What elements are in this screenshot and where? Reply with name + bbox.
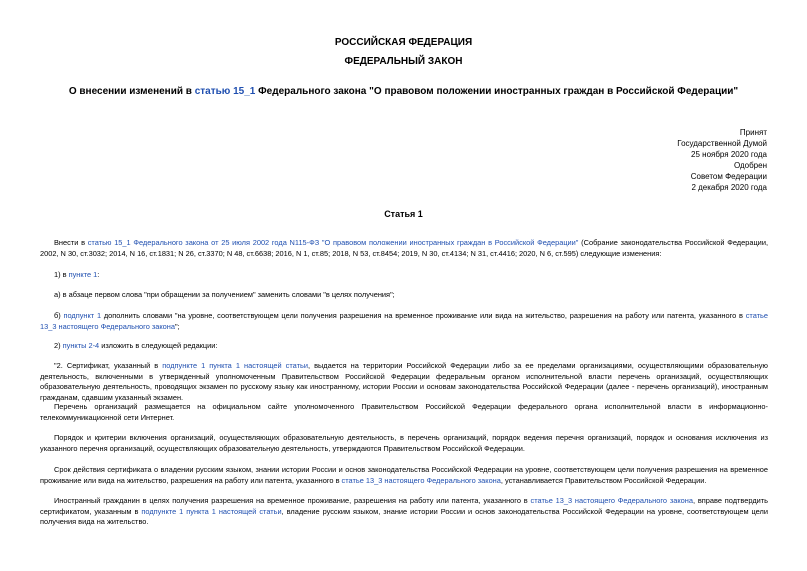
text: б) bbox=[54, 311, 64, 320]
law-title-link[interactable]: статью 15_1 bbox=[194, 86, 256, 97]
paragraph: а) в абзаце первом слова "при обращении за получением" заменить словами "в целях получения"; bbox=[54, 290, 395, 299]
text: , выдается на территории Российской Федерации либо за ее пределами организациями, осуществляющими образовательную деятельность, включенными в утвержденный уполномоченным Правительством Российской Федерации федеральным органом исполнительной власти перечень организаций, осуществляющих образовательную деятельность, проводящих экзамен по русскому языку как иностранному, истории России и основам законодательства Российской Федерации (далее - перечень организаций), иностранным гражданам, сдавшим указанный экзамен. bbox=[40, 361, 768, 402]
subpoint-link[interactable]: подпункт 1 bbox=[63, 311, 102, 320]
acceptance-line: 2 декабря 2020 года bbox=[691, 183, 767, 192]
article-title: Статья 1 bbox=[384, 209, 423, 219]
paragraph bbox=[40, 361, 768, 403]
paragraph bbox=[40, 341, 768, 352]
text: , вправе подтвердить сертификатом, указанным в bbox=[40, 496, 768, 516]
article-link[interactable]: статье 13_3 настоящего Федерального закона bbox=[40, 311, 769, 331]
text: (Собрание законодательства Российской Федерации, 2002, N 30, ст.3032; 2014, N 16, ст.1831; N 26, ст.3370; N 48, ст.6638; 2016, N 1, ст.85; 2018, N 53, ст.8454; 2019, N 30, ст.4134; N 31, ст.4416; 2020, N 6, ст.595) следующие изменения: bbox=[40, 238, 768, 258]
paragraph bbox=[40, 311, 768, 332]
text: Иностранный гражданин в целях получения разрешения на временное проживание, разрешения на работу или патента, указанного в bbox=[54, 496, 531, 505]
text: Срок действия сертификата о владении русским языком, знании истории России и основ законодательства Российской Федерации на уровне, соответствующем цели получения разрешения на временное проживание или вида на жительство, разрешения на работу или патента, указанного в bbox=[40, 465, 768, 485]
paragraph bbox=[40, 496, 768, 528]
point-link[interactable]: пункте 1 bbox=[68, 270, 98, 279]
text: "; bbox=[174, 321, 180, 331]
paragraph: Перечень организаций размещается на официальном сайте уполномоченного Правительством Российской Федерации федерального органа исполнительной власти в информационно-телекоммуникационной сети Интернет. bbox=[40, 402, 768, 422]
subpoint-link[interactable]: подпункте 1 пункта 1 настоящей статьи bbox=[162, 361, 308, 370]
paragraph bbox=[40, 270, 768, 281]
acceptance-line: Советом Федерации bbox=[690, 172, 767, 181]
country-heading: РОССИЙСКАЯ ФЕДЕРАЦИЯ bbox=[334, 37, 473, 48]
paragraph: Порядок и критерии включения организаций, осуществляющих образовательную деятельность, в перечень организаций, порядок ведения перечня организаций, порядок и основания исключения из указанного перечня организаций, осуществляющих образовательную деятельность, утверждаются Правительством Российской Федерации. bbox=[40, 433, 768, 453]
text: 1) в bbox=[54, 270, 69, 279]
article-link[interactable]: статье 13_3 настоящего Федерального закона bbox=[530, 496, 693, 505]
acceptance-line: Государственной Думой bbox=[677, 139, 767, 148]
acceptance-line: Принят bbox=[739, 128, 767, 137]
subpoint-link[interactable]: подпункте 1 пункта 1 настоящей статьи bbox=[141, 506, 282, 516]
text: , устанавливается Правительством Российской Федерации. bbox=[500, 475, 707, 485]
text: : bbox=[97, 270, 100, 279]
text: , владение русским языком, знание истории России и основ законодательства Российской Федерации на уровне, соответствующем цели получения вида на жительство. bbox=[40, 506, 768, 526]
law-title-pre: О внесении изменений в bbox=[68, 86, 195, 97]
points-link[interactable]: пункты 2-4 bbox=[62, 341, 100, 350]
text: изложить в следующей редакции: bbox=[99, 341, 218, 350]
acceptance-block bbox=[677, 127, 767, 193]
text: 2) bbox=[54, 341, 63, 350]
text: Внести в bbox=[54, 238, 88, 247]
law-title bbox=[0, 86, 807, 98]
acceptance-line: Одобрен bbox=[733, 161, 767, 170]
law-title-post: Федерального закона "О правовом положении иностранных граждан в Российской Федерации" bbox=[255, 86, 739, 97]
doc-type-heading: ФЕДЕРАЛЬНЫЙ ЗАКОН bbox=[344, 56, 463, 67]
paragraph bbox=[40, 465, 768, 486]
law-link[interactable]: статью 15_1 Федерального закона от 25 июля 2002 года N115-ФЗ "О правовом положении иностранных граждан в Российской Федерации" bbox=[87, 238, 579, 247]
paragraph bbox=[40, 238, 768, 259]
acceptance-line: 25 ноября 2020 года bbox=[691, 150, 767, 159]
article-link[interactable]: статье 13_3 настоящего Федерального закона bbox=[341, 475, 501, 485]
text: "2. Сертификат, указанный в bbox=[54, 361, 163, 370]
text: дополнить словами "на уровне, соответствующем цели получения разрешения на временное проживание или вида на жительство, разрешения на работу или патента, указанного в bbox=[101, 311, 746, 320]
